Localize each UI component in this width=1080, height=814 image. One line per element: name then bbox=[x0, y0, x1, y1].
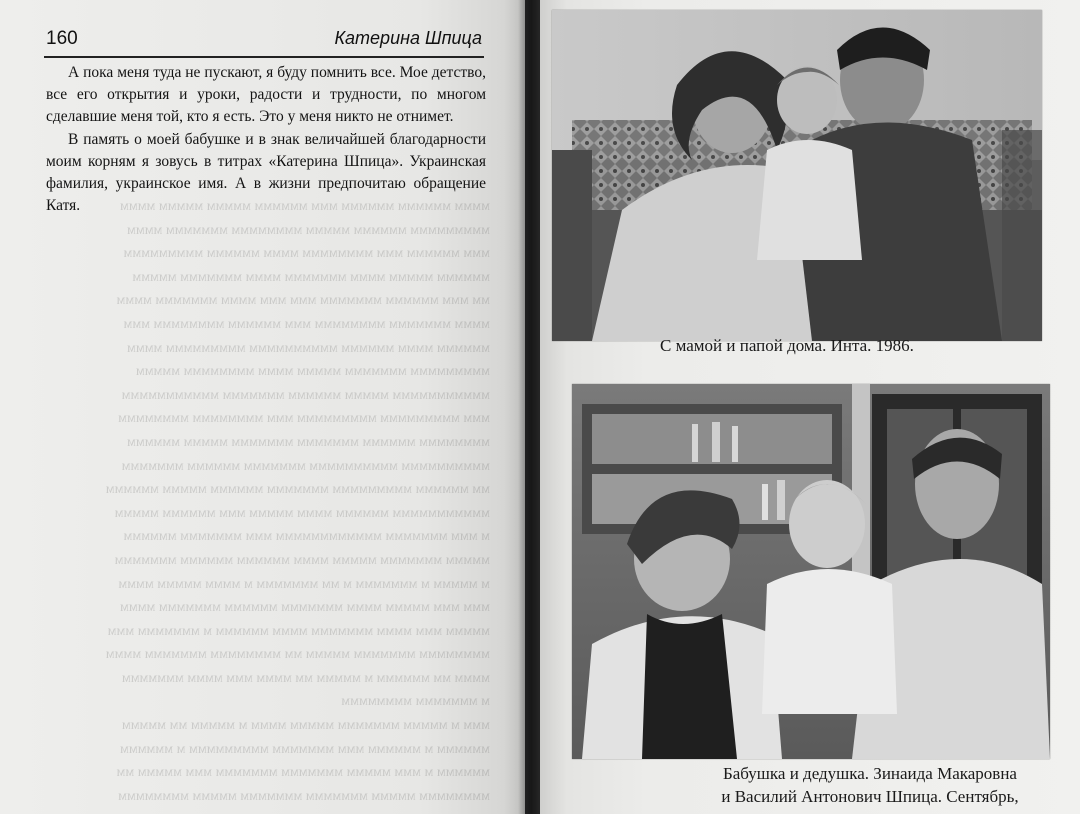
right-page bbox=[540, 0, 1080, 814]
caption-2-line-1: Бабушка и дедушка. Зинаида Макаровна bbox=[723, 764, 1017, 783]
running-head bbox=[44, 26, 484, 58]
caption-2-line-2: и Василий Антонович Шпица. Сентябрь, bbox=[721, 787, 1019, 806]
page-number: 160 bbox=[46, 28, 78, 49]
family-photo-parents bbox=[552, 10, 1042, 341]
running-head-author: Катерина Шпица bbox=[334, 28, 482, 48]
left-page bbox=[0, 0, 525, 814]
paragraph: А пока меня туда не пускают, я буду помнить все. Мое детство, все его открытия и уроки, радости и трудности, по многом сделавшие меня той, кто я есть. Это у меня никто не отнимет. bbox=[46, 64, 486, 126]
show-through-text: мммм мммммм мммммм ммм мммммм ммммм ммммм мммм ммммммммм мммммм ммммм мммммммм ммммммм мммм ммм мммммм ммм мммммммм мммм мммммм ммммммммм мммммм ммммм мммм ммммммм мммм ммммммм ммммм мм ммм мммммм ммммммм ммм ммм мммм ммммммм мммм мммм ммммммм мммммммм ммм мммммм мммммммм ммм мммммм мммм мммммм мммммммммм ммммммммм мммм ммммммммм ммммммм ммммм мммм мммммммм ммммм ммммммммммм ммммм мммммм ммммммм ммммммммммм ммм ммммммммм ммммммммм ммм мммммммм мммммммм мммммммм мммммм ммммммм ммммммм ммммм мммммм мммммммммм мммммммммм ммммммм мммммм ммммммм мм мммммм ммммммммм ммммммм мммммм ммммм мммммм ммммммммммм мммммм мммм ммммм ммм мммммм ммммм м ммм ммммммм мммммммммммм ммм ммммммм мммммм ммммм ммммммм ммммм мммм мммммм мммммм ммммммм м ммммм м ммммммм м мм ммммммм м мммм ммммм мммм ммм ммм ммммм мммм ммммммм мммммм ммммммм мммм ммммм ммм мммм ммммммм мммм мммммм м ммммммм ммм мммммммм ммммммм ммммм мм мммммммм ммммммм мммм мммм мм мммммм м ммммм мм мммм ммм мммм ммммммм м ммммммм мммммммм ммм м ммммм ммммммм ммммм мммм м ммммм мм ммммм мммммм м мммммм ммм ммммммм ммммммммм м мммммм мммммм м ммм ммммм ммммммм ммммммм ммм ммммм мм мммммммм ммммм ммммммм ммммммм ммммм мммммммм bbox=[105, 199, 490, 804]
photo-caption-1: С мамой и папой дома. Инта. 1986. bbox=[660, 336, 914, 355]
paragraph: В память о моей бабушке и в знак величайшей благодарности моим корням я зовусь в титрах «Катерина Шпица». Украинская фамилия, украинское имя. А в жизни предпочитаю обращение Катя. bbox=[46, 130, 486, 215]
family-photo-grandparents bbox=[572, 384, 1050, 759]
photo-caption-2 bbox=[670, 762, 1070, 808]
